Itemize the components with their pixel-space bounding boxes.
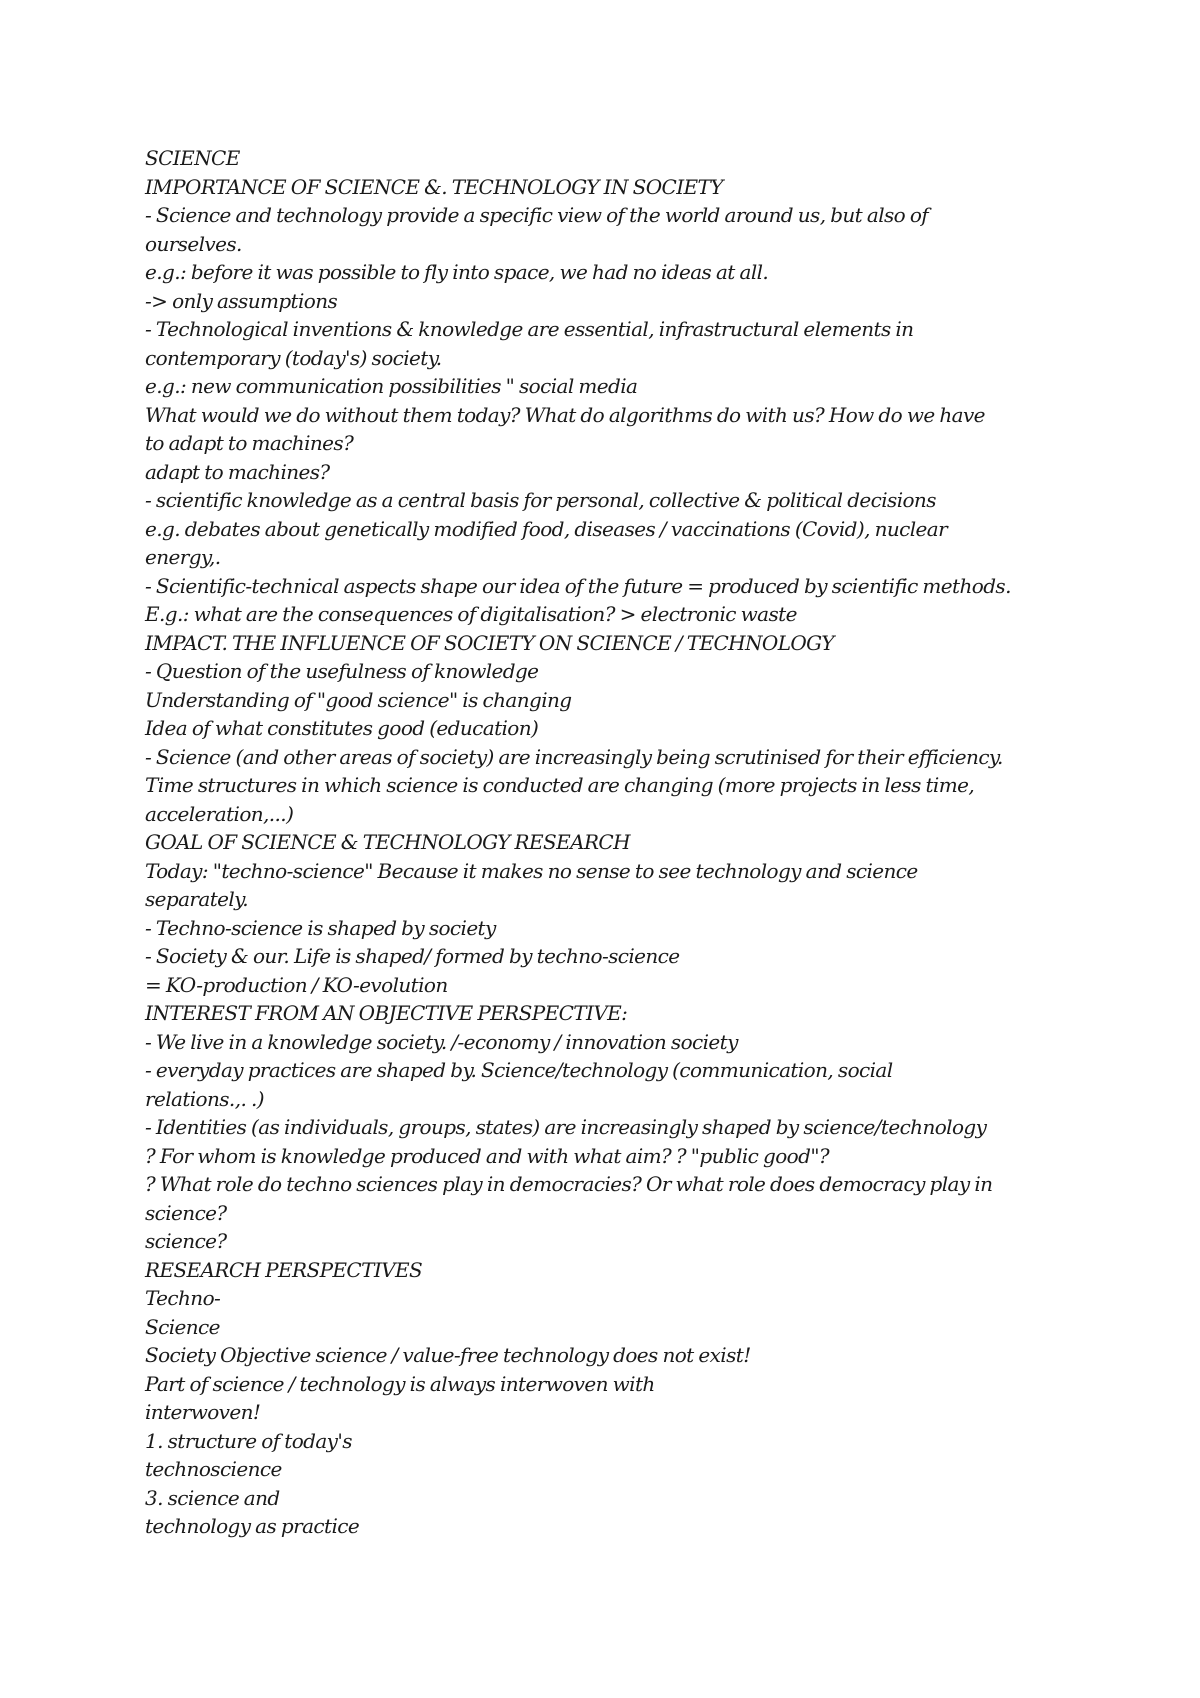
text-line: - Science (and other areas of society) are increasingly being scrutinised for their efficiency. [145,744,1003,769]
text-line: - Question of the usefulness of knowledge [145,659,539,683]
text-line: What would we do without them today? What do algorithms do with us? How do we have [145,402,985,427]
text-line: INTEREST FROM AN OBJECTIVE PERSPECTIVE: [145,1001,628,1025]
text-line: Part of science / technology is always interwoven with [145,1371,655,1396]
text-line: separately. [145,887,248,911]
text-line: science? [145,1229,227,1253]
text-line: GOAL OF SCIENCE & TECHNOLOGY RESEARCH [145,830,630,854]
text-line: RESEARCH PERSPECTIVES [145,1257,423,1282]
text-line: e.g.: new communication possibilities " social media [145,374,638,398]
text-line: E.g.: what are the consequences of digitalisation? > electronic waste [145,602,797,626]
text-line: interwoven! [145,1400,261,1424]
text-line: to adapt to machines? [145,431,354,455]
text-line: science? [145,1200,227,1225]
text-line: - everyday practices are shaped by. Science/technology (communication, social [145,1058,893,1082]
text-line: - Society & our. Life is shaped/ formed by techno-science [145,944,680,968]
text-line: acceleration,...) [145,801,294,826]
text-line: - We live in a knowledge society. /-economy / innovation society [145,1029,738,1054]
text-line: = KO-production / KO-evolution [145,972,448,997]
text-line: Time structures in which science is conducted are changing (more projects in less time, [145,773,975,797]
text-line: -> only assumptions [145,288,338,313]
text-line: contemporary (today's) society. [145,345,442,370]
text-line: relations.,. .) [145,1086,264,1111]
text-line: Techno- [145,1286,221,1310]
text-line: 1. structure of today's [145,1428,352,1453]
text-line: Understanding of "good science" is changing [145,687,572,712]
text-line: - scientific knowledge as a central basis for personal, collective & political decisions [145,488,936,512]
text-line: SCIENCE [145,146,240,170]
text-line: - Scientific-technical aspects shape our idea of the future = produced by scientific methods. [145,573,1011,598]
text-line: - Identities (as individuals, groups, states) are increasingly shaped by science/technology [145,1115,987,1139]
text-line: 3. science and [145,1485,280,1510]
text-line: energy,. [145,545,221,569]
text-line: - Science and technology provide a specific view of the world around us, but also of [145,203,929,227]
text-line: Today: "techno-science" Because it makes no sense to see technology and science [145,858,918,883]
text-line: Science [145,1314,220,1339]
text-line: e.g.: before it was possible to fly into space, we had no ideas at all. [145,260,769,284]
text-line: technology as practice [145,1514,360,1538]
text-line: technoscience [145,1457,282,1481]
text-line: IMPACT. THE INFLUENCE OF SOCIETY ON SCIENCE / TECHNOLOGY [145,630,834,655]
text-line: adapt to machines? [145,459,330,484]
text-line: ? For whom is knowledge produced and with what aim? ? "public good"? [145,1143,830,1168]
text-line: ourselves. [145,231,242,256]
text-line: IMPORTANCE OF SCIENCE &. TECHNOLOGY IN SOCIETY [145,174,723,199]
text-line: ? What role do techno sciences play in democracies? Or what role does democracy play in [145,1172,993,1196]
text-line: - Technological inventions & knowledge are essential, infrastructural elements in [145,317,914,341]
text-line: - Techno-science is shaped by society [145,915,496,940]
text-line: Idea of what constitutes good (education) [145,716,539,740]
text-line: Society Objective science / value-free technology does not exist! [145,1343,751,1367]
document-body [145,144,1065,1541]
text-line: e.g. debates about genetically modified food, diseases / vaccinations (Covid), nuclear [145,516,948,541]
